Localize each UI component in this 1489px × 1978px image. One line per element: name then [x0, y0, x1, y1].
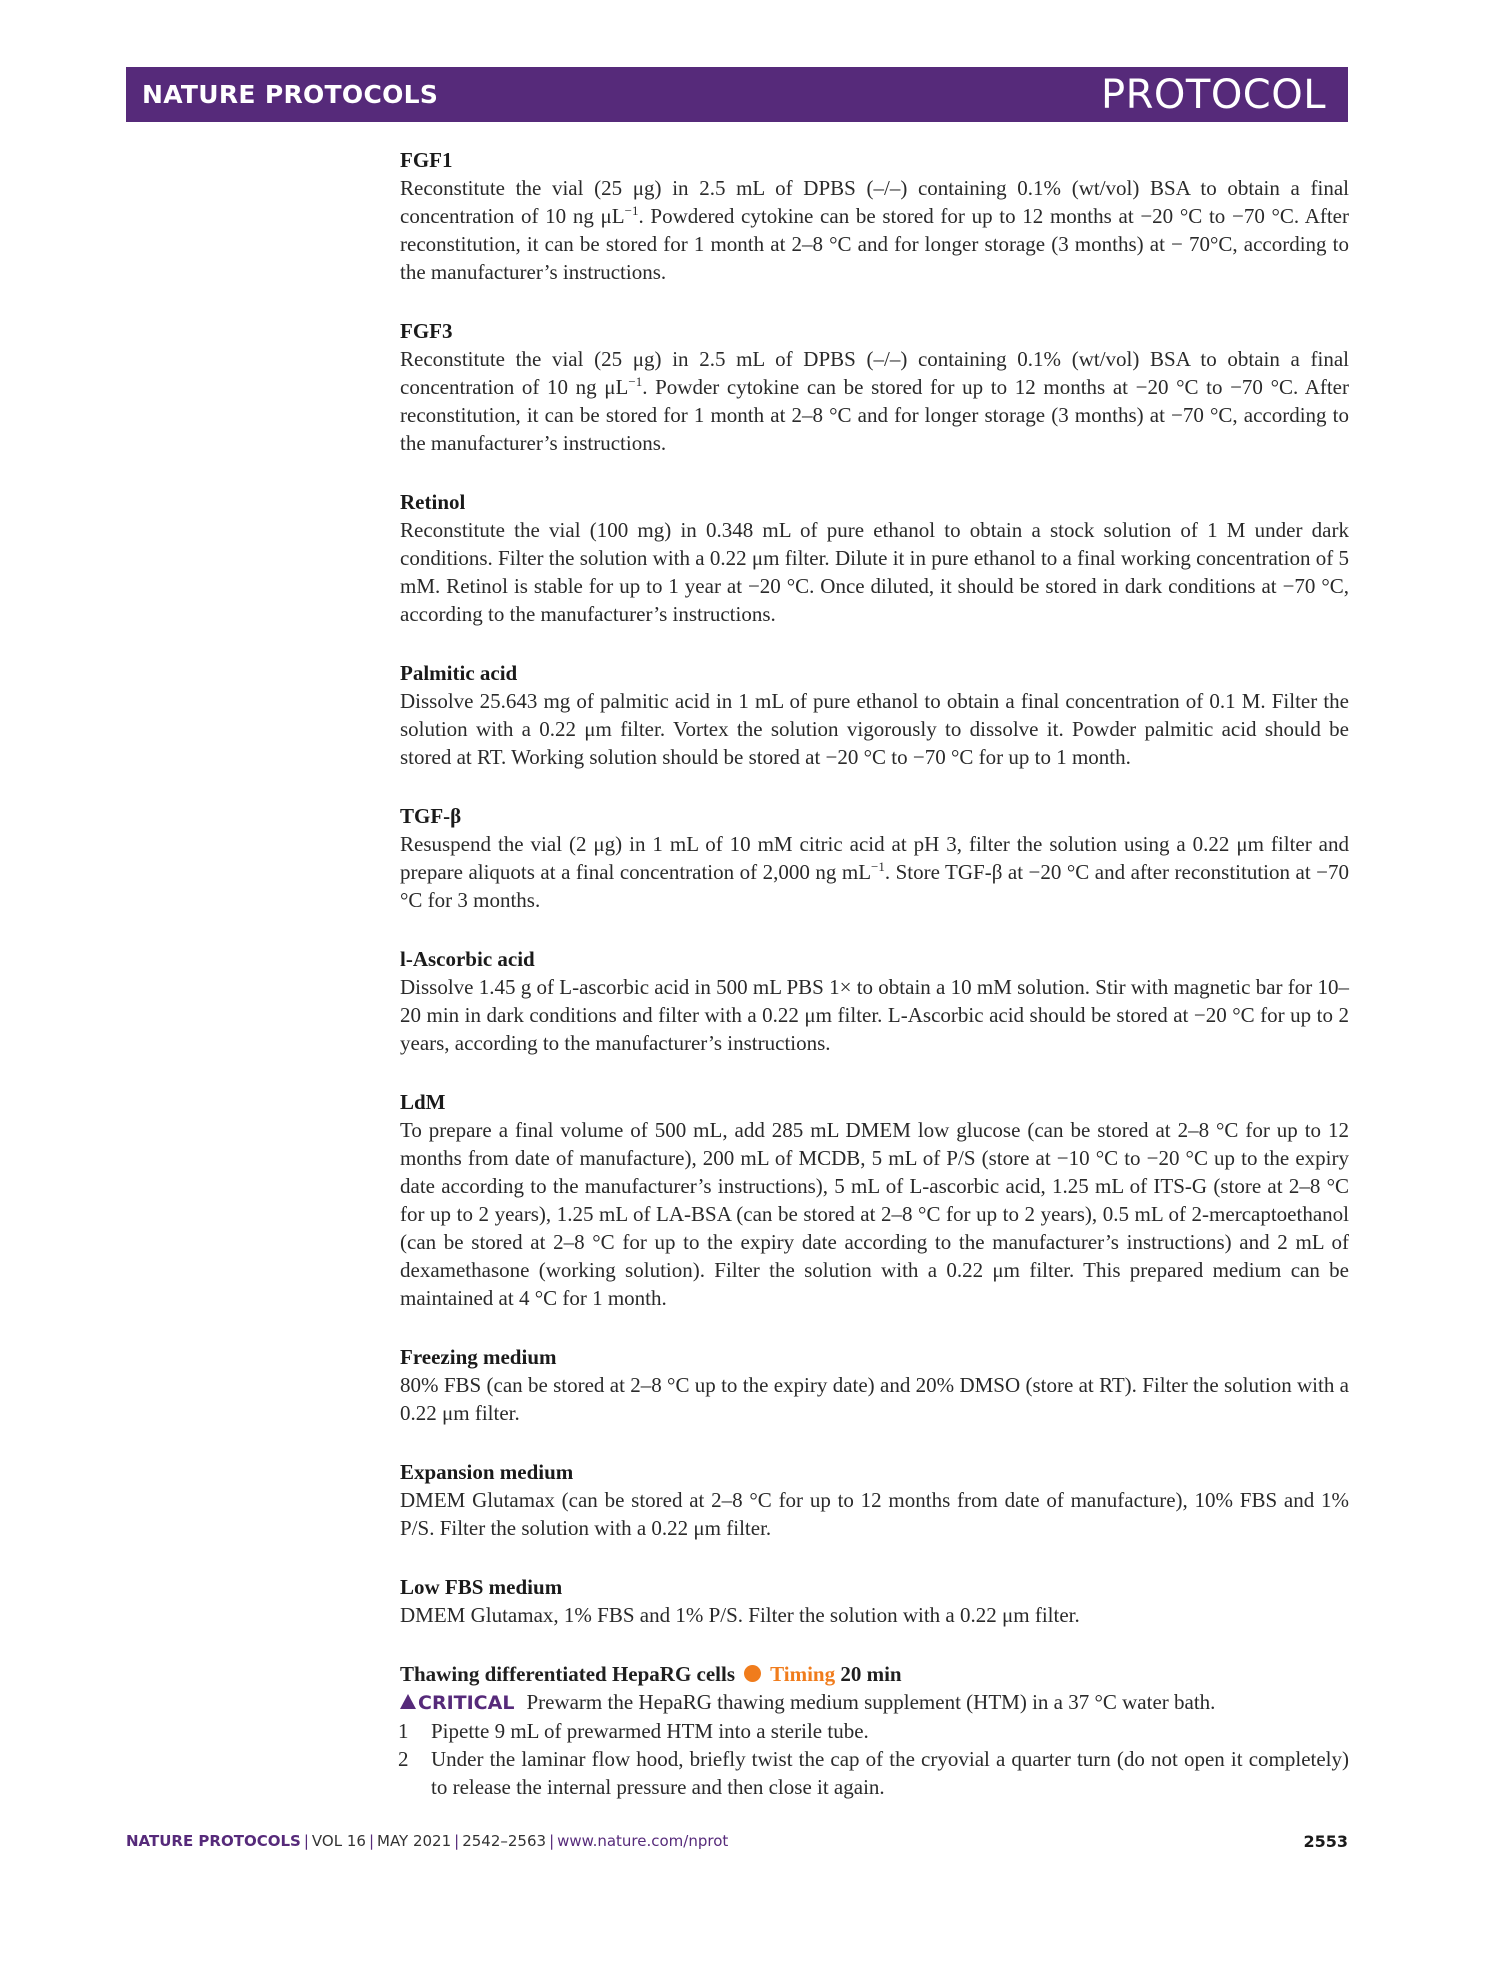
page-number: 2553	[1303, 1832, 1348, 1851]
footer-journal: NATURE PROTOCOLS	[126, 1832, 301, 1850]
footer-date: MAY 2021	[377, 1832, 452, 1850]
journal-name: NATURE PROTOCOLS	[142, 80, 439, 109]
section-text: Reconstitute the vial (100 mg) in 0.348 mL of pure ethanol to obtain a stock solution of 1 M under dark conditions. Filter the solution with a 0.22 μm filter. Dilute it in pure ethanol to a final working concentration of 5 mM. Retinol is stable for up to 1 year at −20 °C. Once diluted, it should be stored in dark conditions at −70 °C, according to the manufacturer’s instructions.	[400, 518, 1349, 626]
step-text: Under the laminar flow hood, briefly twist the cap of the cryovial a quarter turn (do not open it completely) to release the internal pressure and then close it again.	[431, 1747, 1349, 1799]
procedure-title: Thawing differentiated HepaRG cells	[400, 1662, 736, 1686]
reagent-section-ascorbic-acid	[400, 945, 1349, 1057]
timing-dot-icon	[744, 1665, 761, 1682]
section-text: Reconstitute the vial (25 μg) in 2.5 mL of DPBS (–/–) containing 0.1% (wt/vol) BSA to obtain a final concentration of 10 ng $\mu L^{-1}$. Powdered cytokine can be stored for up to 12 months at −20 °C to −70 °C. After reconstitution, it can be stored for 1 month at 2–8 °C and for longer storage (3 months) at − 70°C, according to the manufacturer’s instructions.	[400, 176, 1349, 284]
reagent-section-tgf-beta	[400, 802, 1349, 914]
reagent-section-expansion-medium	[400, 1458, 1349, 1542]
section-text: 80% FBS (can be stored at 2–8 °C up to the expiry date) and 20% DMSO (store at RT). Filter the solution with a 0.22 μm filter.	[400, 1373, 1349, 1425]
reagent-section-retinol	[400, 488, 1349, 628]
section-heading: Low FBS medium	[400, 1575, 563, 1599]
section-heading: FGF1	[400, 148, 453, 172]
section-heading: LdM	[400, 1090, 446, 1114]
timing-value: 20 min	[840, 1662, 902, 1686]
reagent-section-palmitic-acid	[400, 659, 1349, 771]
critical-note	[400, 1688, 1349, 1717]
procedure-step	[398, 1717, 1349, 1745]
journal-banner	[126, 67, 1348, 122]
reagent-section-fgf1	[400, 146, 1349, 286]
section-text: Dissolve 25.643 mg of palmitic acid in 1 mL of pure ethanol to obtain a final concentration of 0.1 M. Filter the solution with a 0.22 μm filter. Vortex the solution vigorously to dissolve it. Powder palmitic acid should be stored at RT. Working solution should be stored at −20 °C to −70 °C for up to 1 month.	[400, 689, 1349, 769]
section-text: Resuspend the vial (2 μg) in 1 mL of 10 mM citric acid at pH 3, filter the solution using a 0.22 μm filter and prepare aliquots at a final concentration of 2,000 ng $mL^{-1}$. Store TGF-β at −20 °C and after reconstitution at −70 °C for 3 months.	[400, 832, 1349, 912]
critical-text: Prewarm the HepaRG thawing medium supplement (HTM) in a 37 °C water bath.	[526, 1690, 1216, 1714]
section-text: Dissolve 1.45 g of L-ascorbic acid in 500 mL PBS 1× to obtain a 10 mM solution. Stir with magnetic bar for 10–20 min in dark conditions and filter with a 0.22 μm filter. L-Ascorbic acid should be stored at −20 °C for up to 2 years, according to the manufacturer’s instructions.	[400, 975, 1349, 1055]
section-heading: Expansion medium	[400, 1460, 574, 1484]
section-heading: TGF-β	[400, 804, 462, 828]
main-content	[400, 146, 1349, 1801]
section-text: To prepare a final volume of 500 mL, add 285 mL DMEM low glucose (can be stored at 2–8 °C for up to 12 months from date of manufacture), 200 mL of MCDB, 5 mL of P/S (store at −10 °C to −20 °C up to the expiry date according to the manufacturer’s instructions), 5 mL of L-ascorbic acid, 1.25 mL of ITS-G (store at 2–8 °C for up to 2 years), 1.25 mL of LA-BSA (can be stored at 2–8 °C for up to 2 years), 0.5 mL of 2-mercaptoethanol (can be stored at 2–8 °C for up to the expiry date according to the manufacturer’s instructions) and 2 mL of dexamethasone (working solution). Filter the solution with a 0.22 μm filter. This prepared medium can be maintained at 4 °C for 1 month.	[400, 1118, 1349, 1310]
section-heading: Freezing medium	[400, 1345, 557, 1369]
procedure-step	[398, 1745, 1349, 1801]
page-footer	[126, 1832, 1348, 1856]
step-number: 2	[398, 1747, 409, 1771]
reagent-section-ldm	[400, 1088, 1349, 1312]
section-text: DMEM Glutamax (can be stored at 2–8 °C for up to 12 months from date of manufacture), 10% FBS and 1% P/S. Filter the solution with a 0.22 μm filter.	[400, 1488, 1349, 1540]
section-heading: l-Ascorbic acid	[400, 947, 535, 971]
timing-label: Timing	[770, 1662, 836, 1686]
step-text: Pipette 9 mL of prewarmed HTM into a sterile tube.	[431, 1719, 869, 1743]
warning-triangle-icon	[400, 1694, 416, 1709]
section-heading: Palmitic acid	[400, 661, 518, 685]
article-type: PROTOCOL	[1100, 72, 1326, 118]
footer-volume: VOL 16	[311, 1832, 366, 1850]
procedure-thawing	[400, 1660, 1349, 1801]
step-number: 1	[398, 1719, 409, 1743]
section-text: Reconstitute the vial (25 μg) in 2.5 mL of DPBS (–/–) containing 0.1% (wt/vol) BSA to obtain a final concentration of 10 ng $\mu L^{-1}$. Powder cytokine can be stored for up to 12 months at −20 °C to −70 °C. After reconstitution, it can be stored for 1 month at 2–8 °C and for longer storage (3 months) at −70 °C, according to the manufacturer’s instructions.	[400, 347, 1349, 455]
section-heading: Retinol	[400, 490, 466, 514]
reagent-section-freezing-medium	[400, 1343, 1349, 1427]
section-text: DMEM Glutamax, 1% FBS and 1% P/S. Filter the solution with a 0.22 μm filter.	[400, 1603, 1080, 1627]
footer-citation: NATURE PROTOCOLS | VOL 16 | MAY 2021 | 2542–2563 | www.nature.com/nprot	[126, 1832, 729, 1850]
section-heading: FGF3	[400, 319, 453, 343]
procedure-heading	[400, 1660, 1349, 1688]
footer-pages: 2542–2563	[462, 1832, 547, 1850]
reagent-section-low-fbs-medium	[400, 1573, 1349, 1629]
critical-tag: CRITICAL	[400, 1692, 514, 1714]
reagent-section-fgf3	[400, 317, 1349, 457]
footer-url-link[interactable]: www.nature.com/nprot	[557, 1832, 729, 1850]
